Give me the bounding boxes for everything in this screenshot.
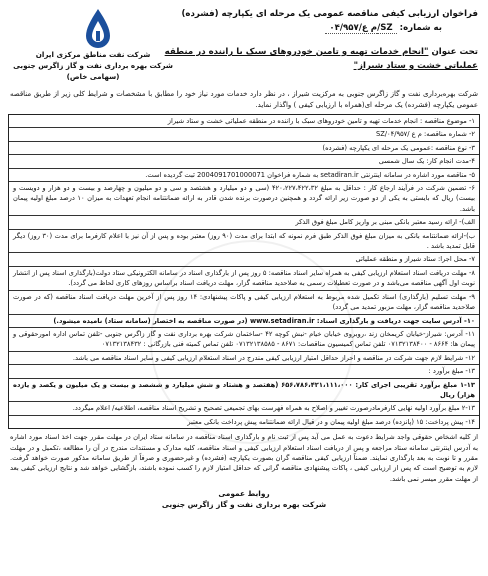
item-row: ب)-ارائه ضمانتنامه بانکی به میزان مبلغ فوق الذکر طبق فرم نمونه که ابتدا برای مدت (۹۰ روز) معتبر بوده و پس از آن نیز با اعلام کارفرما برای مدت (۳۰ روز) دیگر قابل تمدید باشد . bbox=[9, 230, 479, 254]
org-line-3: (سهامی خاص) bbox=[66, 72, 120, 81]
item-row: ۶- تضمین شرکت در فرآیند ارجاع کار : حداقل به مبلغ ۴۲۰،۲۲۷،۴۲۲،۳۲ (سی و دو میلیارد و هشتصد و سی و دو میلیون و چهارصد و بیست و دو هزار و دویست و بیست) ریال که بایستی به یکی از دو صورت زیر ارائه گردد و همچنین درصورت برنده شدن قادر به ارائه ضمانتنامه انجام تعهدات به میزان ۱۰ درصد مبلغ اولیه پیمان باشد. bbox=[9, 182, 479, 216]
item-row: ۳- نوع مناقصه :عمومی یک مرحله ای یکپارچه (فشرده) bbox=[9, 142, 479, 155]
item-row: ۱۰- آدرس سایت جهت دریافت و بارگذاری اسناد: www.setadiran.ir (در صورت مناقصه به اختصار (سامانه ستاد) نامیده میشود.) bbox=[9, 315, 479, 328]
organization-name bbox=[8, 49, 178, 82]
item-row: ۱- موضوع مناقصه : انجام خدمات تهیه و تامین خودروهای سبک با راننده در منطقه عملیاتی خشت و ستاد شیراز bbox=[9, 115, 479, 128]
title-block bbox=[178, 7, 478, 35]
item-row: ۷- محل اجرا: ستاد شیراز و منطقه عملیاتی bbox=[9, 253, 479, 266]
item-row: الف)- ارائه رسید معتبر بانکی مبنی بر واریز کامل مبلغ فوق الذکر bbox=[9, 216, 479, 229]
item-row: ۲- شماره مناقصه: م ع /۰۴/۹۵۷/SZ bbox=[9, 128, 479, 141]
item-row: ۱۱- آدرس: شیراز-خیابان کریمخان زند ،روبروی خیابان خیام -نبش کوچه ۴۲ -ساختمان شرکت بهره برداری نفت و گاز زاگرس جنوبی -تلفن تماس اداره امورحقوقی و پیمان ها: ۸۶۶۴ - ۰۷۱۳۲۱۳۸۴۰۰ تلفن تماس کمیسیون مناقصات: ۸۶۷۱ - ۰۷۱۳۲۱۳۸۵۸۵ تلفن تماس کمیته فنی بازرگانی : ۰۷۱۳۲۱۳۸۴۳۲ bbox=[9, 328, 479, 352]
footer-company: شرکت بهره برداری نفت و گاز زاگرس جنوبی bbox=[161, 500, 327, 510]
item-row: ۲-۱۳ مبلغ برآورد اولیه نهایی کارفرمادرصورت تغییر و اصلاح به همراه فهرست بهای تجمیعی تصحیح و تشریح اسناد مناقصه، اطلاعیه/ اعلام میگردد. bbox=[9, 402, 479, 415]
tender-topic bbox=[158, 45, 478, 73]
item-row: ۱-۱۳ مبلغ برآورد تقریبی اجرای کار: ۶۵۶،۷۸۶،۴۲۱،۱۱۱،۰۰۰ (هفتصد و هشتاد و شش میلیارد و ششصد و بیست و یک میلیون و یکصد و یازده هزار) ریال bbox=[9, 379, 479, 403]
item-row: ۹- مهلت تسلیم (بارگذاری) اسناد تکمیل شده مربوط به استعلام ارزیابی کیفی و پاکات پیشنهادی: ۱۴ روز پس از آخرین مهلت دریافت اسناد مناقصه (که در صورت صلاحدید مناقصه گزار، مهلت مزبور تمدید می گردد) bbox=[9, 291, 479, 315]
item-row: ۱۳- مبلغ برآورد : bbox=[9, 365, 479, 378]
item-row: ۴-مدت انجام کار: یک سال شمسی bbox=[9, 155, 479, 168]
signature-footer bbox=[6, 488, 482, 510]
oil-company-logo-icon bbox=[80, 7, 116, 51]
tender-items-table bbox=[8, 114, 480, 429]
tender-number-prefix: به شماره: bbox=[399, 23, 442, 33]
notice-title: فراخوان ارزیابی کیفی مناقصه عمومی یک مرحله ای یکپارچه (فشرده) bbox=[181, 9, 478, 19]
closing-note: از کلیه اشخاص حقوقی واجد شرایط دعوت به عمل می آید پس از ثبت نام و بارگذاری اسناد مناقصه در سامانه ستاد ایران در مهلت مقرر جهت اخذ اسناد مورد اشاره به آدرس اینترنتی سامانه ستاد مراجعه و پس از دریافت اسناد استعلام ارزیابی کیفی و اسناد مناقصه، کلیه مدارک و مستندات مندرج در آن را مطالعه ،تکمیل و در مهلت مقرر و تا نوبت به بعد بارگذاری نمایند. ضمناً ارزیابی کیفی مناقصه گران بصورت یکپارچه (فشرده) و غیرحضوری و صرفاً از طریق سامانه مذکور صورت خواهد گرفت. لازم به توضیح است که پس از ارزیابی کیفی ، پاکات پیشنهادی مناقصه گرانی که حداقل امتیاز لازم را کسب نموده باشند، بازگشایی خواهد شد و نتایج ارزیابی کیفی بعد از مهلت مقرر میسر نمی باشد. bbox=[10, 433, 478, 483]
topic-text: "انجام خدمات تهیه و تامین خودروهای سبک با راننده در منطقه عملیاتی خشت و ستاد شیراز" bbox=[164, 47, 478, 71]
notice-header bbox=[6, 5, 482, 89]
item-row: ۱۲- شرایط لازم جهت شرکت در مناقصه و احراز حداقل امتیاز ارزیابی کیفی مندرج در اسناد استعلام ارزیابی کیفی و سایر اسناد مناقصه می باشد. bbox=[9, 352, 479, 365]
topic-prefix: تحت عنوان bbox=[431, 47, 478, 57]
tender-number: م ع/۰۴/۹۵۷/SZ bbox=[325, 23, 396, 34]
org-line-2: شرکت بهره برداری نفت و گاز زاگرس جنوبی bbox=[13, 61, 173, 70]
item-row: ۵- مناقصه مورد اشاره در سامانه اینترنتی setadiran.ir به شماره فراخوان 2004091701000071 ثبت گردیده است. bbox=[9, 169, 479, 182]
footer-public-relations: روابط عمومی bbox=[218, 489, 270, 499]
item-row: ۸- مهلت دریافت اسناد استعلام ارزیابی کیفی به همراه سایر اسناد مناقصه: ۵ روز پس از بارگذاری اسناد در سامانه الکترونیکی ستاد دولت(بارگذاری اسناد پس از انتشار نوبت اول آگهی مناقصه می‌باشد و در صورت تعطیلات رسمی به صلاحدید مناقصه گزار، مهلت دریافت اسناد براساس روزهای کاری لحاظ می گردد). bbox=[9, 267, 479, 291]
intro-paragraph: شرکت بهره‌برداری نفت و گاز زاگرس جنوبی به مرکزیت شیراز ، در نظر دارد خدمات مورد نیاز خود را مطابق با مشخصات و شرایط کلی زیر از طریق مناقصه عمومی یکپارچه (فشرده) یک مرحله ای(همراه با ارزیابی کیفی ) واگذار نماید. bbox=[10, 90, 478, 109]
org-line-1: شرکت نفت مناطق مرکزی ایران bbox=[35, 50, 151, 59]
item-row: ۱۴- پیش پرداخت: ۱۵ (پانزده) درصد مبلغ اولیه پیمان و در قبال ارائه ضمانتنامه پیش پرداخت بانکی معتبر bbox=[187, 417, 475, 426]
tender-number-line bbox=[178, 21, 478, 35]
